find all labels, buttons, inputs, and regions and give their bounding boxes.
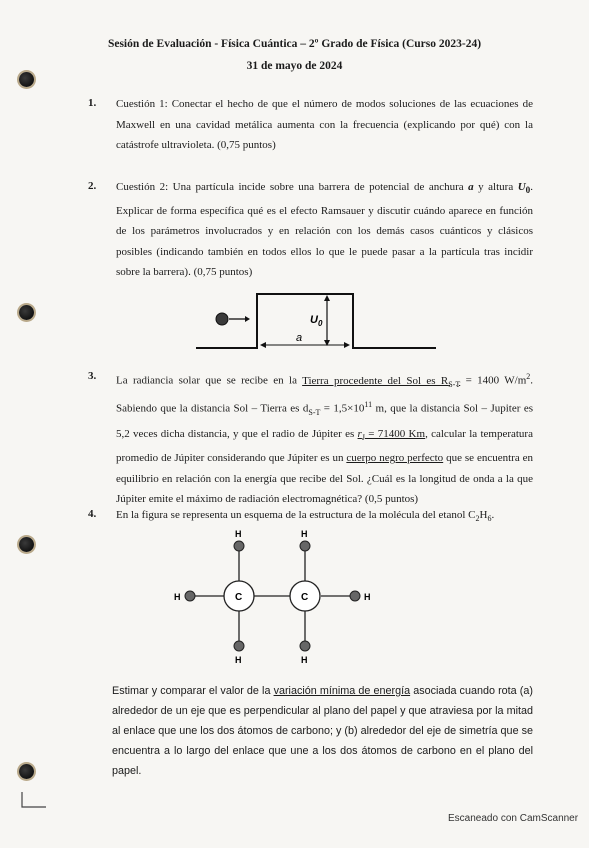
punch-hole: [19, 72, 34, 87]
question-2-text: Cuestión 2: Una partícula incide sobre una barrera de potencial de anchura a y altura $U_0$. Explicar de forma específica qué es el efecto Ramsauer y discutir cuándo aparece en función de los parámetros involucrados y en relación con los demás casos cuánticos y clásicos posibles (indicando también en todos ellos lo que le puede pasar a la partícula tras incidir sobre la barrera). (0,75 puntos): [116, 181, 533, 279]
svg-text:C: C: [235, 592, 243, 603]
ethanol-molecule-diagram: [165, 525, 390, 670]
svg-text:H: H: [235, 529, 242, 539]
hydrogen-atom: [234, 541, 244, 551]
hydrogen-atom: [350, 591, 360, 601]
punch-hole: [19, 305, 34, 320]
svg-text:C: C: [301, 592, 309, 603]
exam-date: 31 de mayo de 2024: [246, 60, 343, 72]
question-4-number: 4.: [88, 508, 97, 520]
svg-text:H: H: [364, 592, 371, 602]
svg-text:H: H: [235, 655, 242, 665]
punch-hole: [19, 537, 34, 552]
punch-hole: [19, 764, 34, 779]
svg-text:H: H: [174, 592, 181, 602]
hydrogen-atom: [300, 641, 310, 651]
height-label: $U_0$: [310, 314, 323, 328]
question-1-text: Cuestión 1: Conectar el hecho de que el número de modos soluciones de las ecuaciones de Maxwell en una cavidad metálica aumenta con la frecuencia (explicando por qué) con la catástrofe ultravioleta. (0,75 puntos): [116, 98, 533, 151]
question-4-text: Estimar y comparar el valor de la variación mínima de energía asociada cuando rota (a) alrededor de un eje que es perpendicular al plano del papel y que atraviesa por la mitad al enlace que une los dos átomos de carbono; y (b) alrededor del eje de simetría que se encuentra a lo largo del enlace que une a los dos átomos de carbono en el plano del papel.: [112, 685, 533, 777]
potential-barrier-diagram: [190, 285, 440, 357]
question-2-number: 2.: [88, 180, 97, 192]
svg-text:H: H: [301, 529, 308, 539]
page-corner-mark: [20, 790, 50, 810]
question-4-intro: En la figura se representa un esquema de la estructura de la molécula del etanol $C_2H_6$.: [116, 509, 495, 524]
hydrogen-atom: [185, 591, 195, 601]
particle-icon: [216, 313, 228, 325]
question-1-number: 1.: [88, 97, 97, 109]
svg-text:H: H: [301, 655, 308, 665]
scanner-watermark: Escaneado con CamScanner: [448, 813, 579, 824]
hydrogen-atom: [234, 641, 244, 651]
question-3-number: 3.: [88, 370, 97, 382]
exam-title: Sesión de Evaluación - Física Cuántica – 2º Grado de Física (Curso 2023-24): [107, 38, 482, 50]
width-label: a: [296, 332, 303, 344]
hydrogen-atom: [300, 541, 310, 551]
question-3-text: La radiancia solar que se recibe en la Tierra procedente del Sol es $R_{S-T} = 1400$ $W/m^2$. Sabiendo que la distancia Sol – Tierra es $d_{S-T} = 1,5\times 10^{11}$ m, que la distancia Sol – Jupiter es 5,2 veces dicha distancia, y que el radio de Júpiter es $r_J = 71400$ Km, calcular la temperatura promedio de Júpiter considerando que Júpiter es un cuerpo negro perfecto que se encuentra en equilibrio en relación con la energía que recibe del Sol. ¿Cuál es la longitud de onda a la que Júpiter emite el máximo de radiación electromagnética? (0,5 puntos): [116, 372, 534, 506]
